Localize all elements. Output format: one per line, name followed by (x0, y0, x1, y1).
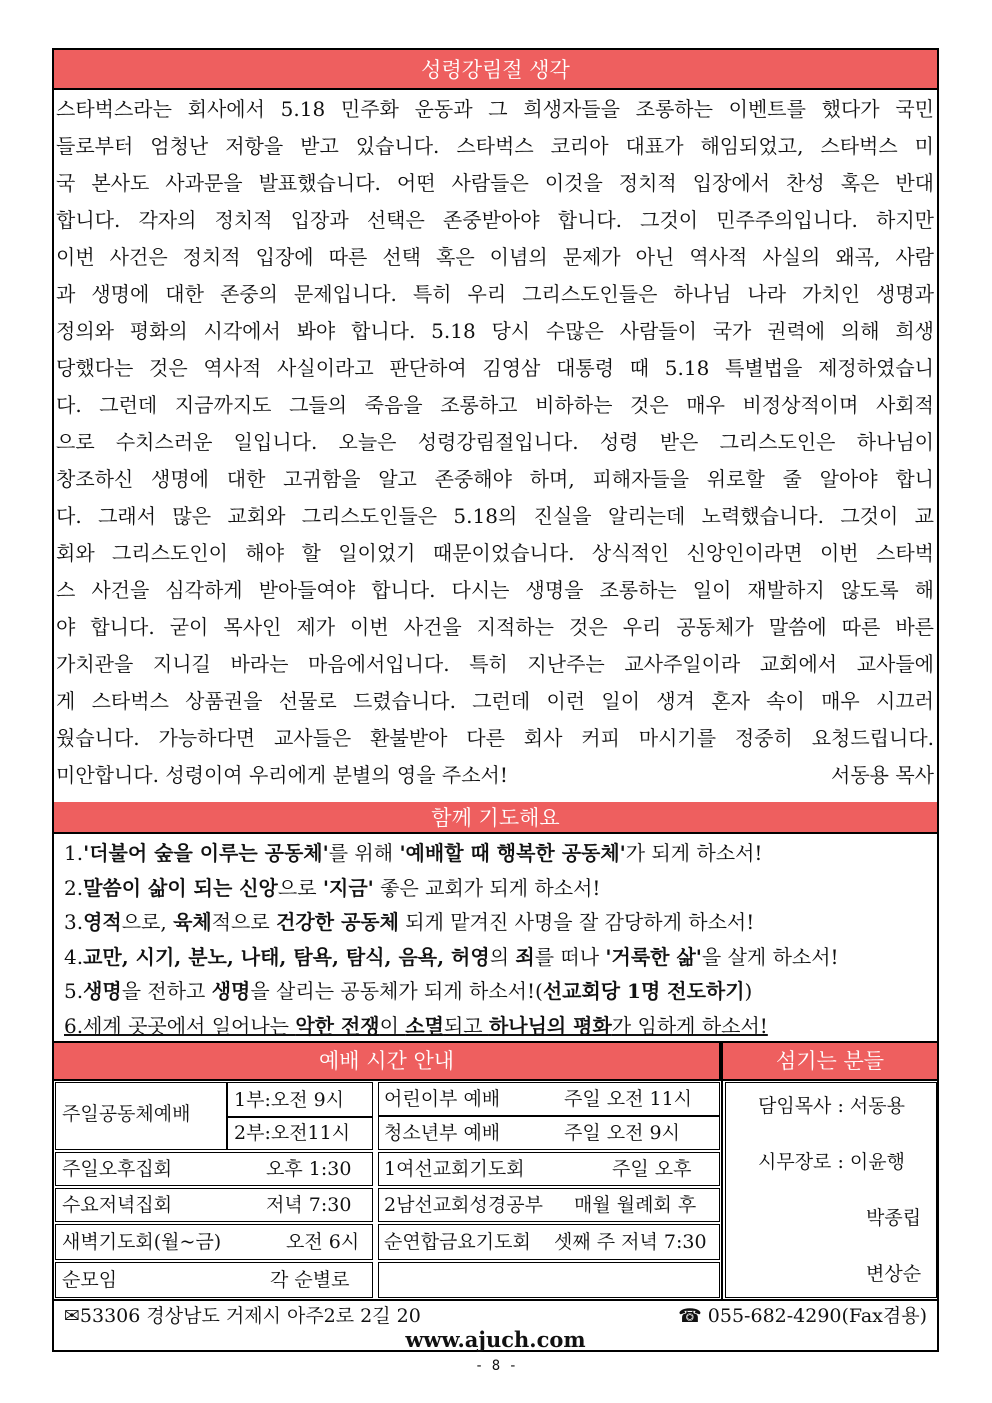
prayer-emphasis: 건강한 공동체 (276, 910, 399, 934)
prayer-emphasis: 육체 (173, 910, 212, 934)
youth-label: 청소년부 예배 (384, 1122, 501, 1144)
prayer-text: 2. (64, 875, 84, 900)
prayer-item (64, 905, 934, 940)
article-line: 이번 사건은 정치적 입장에 따른 선택 혹은 이념의 문제가 아닌 역사적 사실의 왜곡, 사람 (56, 245, 934, 269)
article-body (56, 91, 934, 845)
wednesday-label: 수요저녁집회 (62, 1194, 173, 1216)
prayer-emphasis: 영적 (83, 910, 122, 934)
prayer-text: 3. (64, 910, 84, 934)
prayer-text: 되고 (443, 1013, 489, 1038)
article-line: 으로 수치스러운 일입니다. 오늘은 성령강림절입니다. 성령 받은 그리스도인은 하나님이 (56, 430, 934, 454)
elder-2: 박종립 (866, 1207, 922, 1229)
prayer-text: 으로 (277, 875, 323, 900)
divider (54, 1299, 937, 1301)
servants-title: 섬기는 분들 (723, 1043, 937, 1079)
wednesday-time: 저녁 7:30 (266, 1194, 352, 1216)
article-line: 정의와 평화의 시각에서 봐야 합니다. 5.18 당시 수많은 사람들이 국가 권력에 의해 희생 (56, 319, 934, 343)
elder: 시무장로 : 이윤행 (758, 1151, 905, 1173)
sunday-pm-label: 주일오후집회 (62, 1158, 173, 1180)
youth-time: 주일 오전 9시 (564, 1122, 680, 1144)
part1-time: 1부:오전 9시 (234, 1089, 345, 1111)
sunday-service-label: 주일공동체예배 (62, 1103, 191, 1125)
prayer-emphasis: 악한 전쟁 (295, 1013, 380, 1038)
prayer-text: 가 임하게 하소서! (611, 1013, 768, 1038)
phone-icon: ☎ (678, 1305, 702, 1327)
prayer-text: 되게 맡겨진 사명을 잘 감당하게 하소서! (398, 910, 755, 934)
women-time: 주일 오후 (612, 1158, 692, 1180)
prayer-emphasis: 소멸 (405, 1013, 444, 1038)
article-line: 합니다. 각자의 정치적 입장과 선택은 존중받아야 합니다. 그것이 민주주의입니다. 하지만 (56, 208, 934, 232)
prayer-text: 를 위해 (328, 841, 400, 865)
prayer-emphasis: 죄 (515, 944, 535, 969)
prayer-title: 함께 기도해요 (54, 802, 937, 834)
divider (721, 1041, 723, 1300)
article-line: 게 스타벅스 상품권을 선물로 드렸습니다. 그런데 이런 일이 생겨 혼자 속이 매우 시끄러 (56, 689, 934, 713)
men-label: 2남선교회성경공부 (384, 1194, 543, 1216)
prayer-emphasis: 생명 (83, 979, 122, 1003)
prayer-item (64, 940, 934, 975)
empty-cell (378, 1262, 720, 1298)
prayer-text: 으로, (121, 910, 174, 934)
address-text: 53306 경상남도 거제시 아주2로 2길 20 (79, 1305, 421, 1327)
prayer-text: 의 (489, 944, 516, 969)
elders-time: 셋째 주 저녁 7:30 (554, 1231, 707, 1253)
article-line: 국 본사도 사과문을 발표했습니다. 어떤 사람들은 이것을 정치적 입장에서 찬성 혹은 반대 (56, 171, 934, 195)
website-link[interactable]: www.ajuch.com (405, 1327, 586, 1352)
prayer-emphasis: 생명 (211, 979, 251, 1003)
article-line: 웠습니다. 가능하다면 교사들은 환불받아 다른 회사 커피 마시기를 정중히 요청드립니다. (56, 726, 934, 750)
article-line: 창조하신 생명에 대한 고귀함을 알고 존중해야 하며, 피해자들을 위로할 줄 알아야 합니 (56, 467, 934, 491)
prayer-text: 를 떠나 (534, 944, 606, 969)
phone-text: 055-682-4290(Fax겸용) (707, 1305, 927, 1327)
article-line: 가치관을 지니길 바라는 마음에서입니다. 특히 지난주는 교사주일이라 교회에서 교사들에 (56, 652, 934, 676)
article-last-line (56, 757, 934, 794)
prayer-emphasis: 교만, 시기, 분노, 나태, 탐욕, 탐식, 음욕, 허영 (83, 944, 490, 969)
children-label: 어린이부 예배 (384, 1088, 501, 1110)
prayer-text: 6.세계 곳곳에서 일어나는 (64, 1013, 296, 1038)
cell-group-time: 각 순별로 (270, 1269, 350, 1291)
prayer-emphasis: '거룩한 삶' (605, 944, 702, 969)
prayer-text: 이 (379, 1013, 406, 1038)
divider (54, 1079, 937, 1081)
prayer-text: 좋은 교회가 되게 하소서! (373, 875, 601, 900)
article-closing: 미안합니다. 성령이여 우리에게 분별의 영을 주소서! (56, 763, 508, 787)
article-line: 스 사건을 심각하게 받아들여야 합니다. 다시는 생명을 조롱하는 일이 재발하지 않도록 해 (56, 578, 934, 602)
article-line: 다. 그런데 지금까지도 그들의 죽음을 조롱하고 비하하는 것은 매우 비정상적이며 사회적 (56, 393, 934, 417)
prayer-emphasis: 말씀이 삶이 되는 신앙 (83, 875, 278, 900)
prayer-emphasis: '더불어 숲을 이루는 공동체' (83, 841, 329, 865)
section-title: 성령강림절 생각 (54, 50, 937, 90)
prayer-text: 을 살게 하소서! (701, 944, 839, 969)
phone (678, 1302, 927, 1330)
article-line: 과 생명에 대한 존중의 문제입니다. 특히 우리 그리스도인들은 하나님 나라 가치인 생명과 (56, 282, 934, 306)
dawn-time: 오전 6시 (286, 1231, 360, 1253)
prayer-text: ) (744, 979, 753, 1003)
divider (226, 1116, 373, 1118)
prayer-text: 적으로 (211, 910, 277, 934)
prayer-text: 1. (64, 841, 84, 865)
dawn-label: 새벽기도회(월~금) (62, 1231, 222, 1253)
prayer-text: 을 전하고 (121, 979, 212, 1003)
prayer-text: 을 살리는 공동체가 되게 하소서!( (250, 979, 543, 1003)
prayer-list (64, 836, 934, 1043)
pastor: 담임목사 : 서동용 (758, 1095, 905, 1117)
children-time: 주일 오전 11시 (564, 1088, 693, 1110)
men-time: 매월 월례회 후 (574, 1194, 697, 1216)
women-label: 1여선교회기도회 (384, 1158, 525, 1180)
article-author: 서동용 목사 (831, 763, 934, 787)
article-line: 회와 그리스도인이 해야 할 일이었기 때문이었습니다. 상식적인 신앙인이라면 이번 스타벅 (56, 541, 934, 565)
prayer-item (64, 836, 934, 871)
prayer-item (64, 1009, 934, 1044)
prayer-text: 5. (64, 979, 84, 1003)
article-line: 야 합니다. 굳이 목사인 제가 이번 사건을 지적하는 것은 우리 공동체가 말씀에 따른 바른 (56, 615, 934, 639)
elder-3: 변상순 (866, 1263, 922, 1285)
part2-time: 2부:오전11시 (234, 1122, 351, 1144)
prayer-emphasis: '지금' (322, 875, 374, 900)
prayer-emphasis: '예배할 때 행복한 공동체' (399, 841, 626, 865)
article-line: 당했다는 것은 역사적 사실이라고 판단하여 김영삼 대통령 때 5.18 특별법을 제정하였습니 (56, 356, 934, 380)
prayer-emphasis: 하나님의 평화 (488, 1013, 612, 1038)
prayer-text: 4. (64, 944, 84, 969)
prayer-text: 가 되게 하소서! (625, 841, 763, 865)
prayer-emphasis: 선교회당 1명 전도하기 (542, 979, 745, 1003)
page-frame (52, 48, 939, 1352)
sunday-pm-time: 오후 1:30 (266, 1158, 352, 1180)
address (64, 1302, 421, 1330)
page-number: - 8 - (474, 1358, 518, 1374)
cell-group-label: 순모임 (62, 1269, 118, 1291)
prayer-item (64, 871, 934, 906)
mail-icon: ✉ (64, 1305, 80, 1327)
article-line: 스타벅스라는 회사에서 5.18 민주화 운동과 그 희생자들을 조롱하는 이벤트를 했다가 국민 (56, 97, 934, 121)
article-line: 다. 그래서 많은 교회와 그리스도인들은 5.18의 진실을 알리는데 노력했습니다. 그것이 교 (56, 504, 934, 528)
prayer-item (64, 974, 934, 1009)
elders-label: 순연합금요기도회 (384, 1231, 531, 1253)
article-line: 들로부터 엄청난 저항을 받고 있습니다. 스타벅스 코리아 대표가 해임되었고, 스타벅스 미 (56, 134, 934, 158)
schedule-title: 예배 시간 안내 (54, 1043, 721, 1079)
